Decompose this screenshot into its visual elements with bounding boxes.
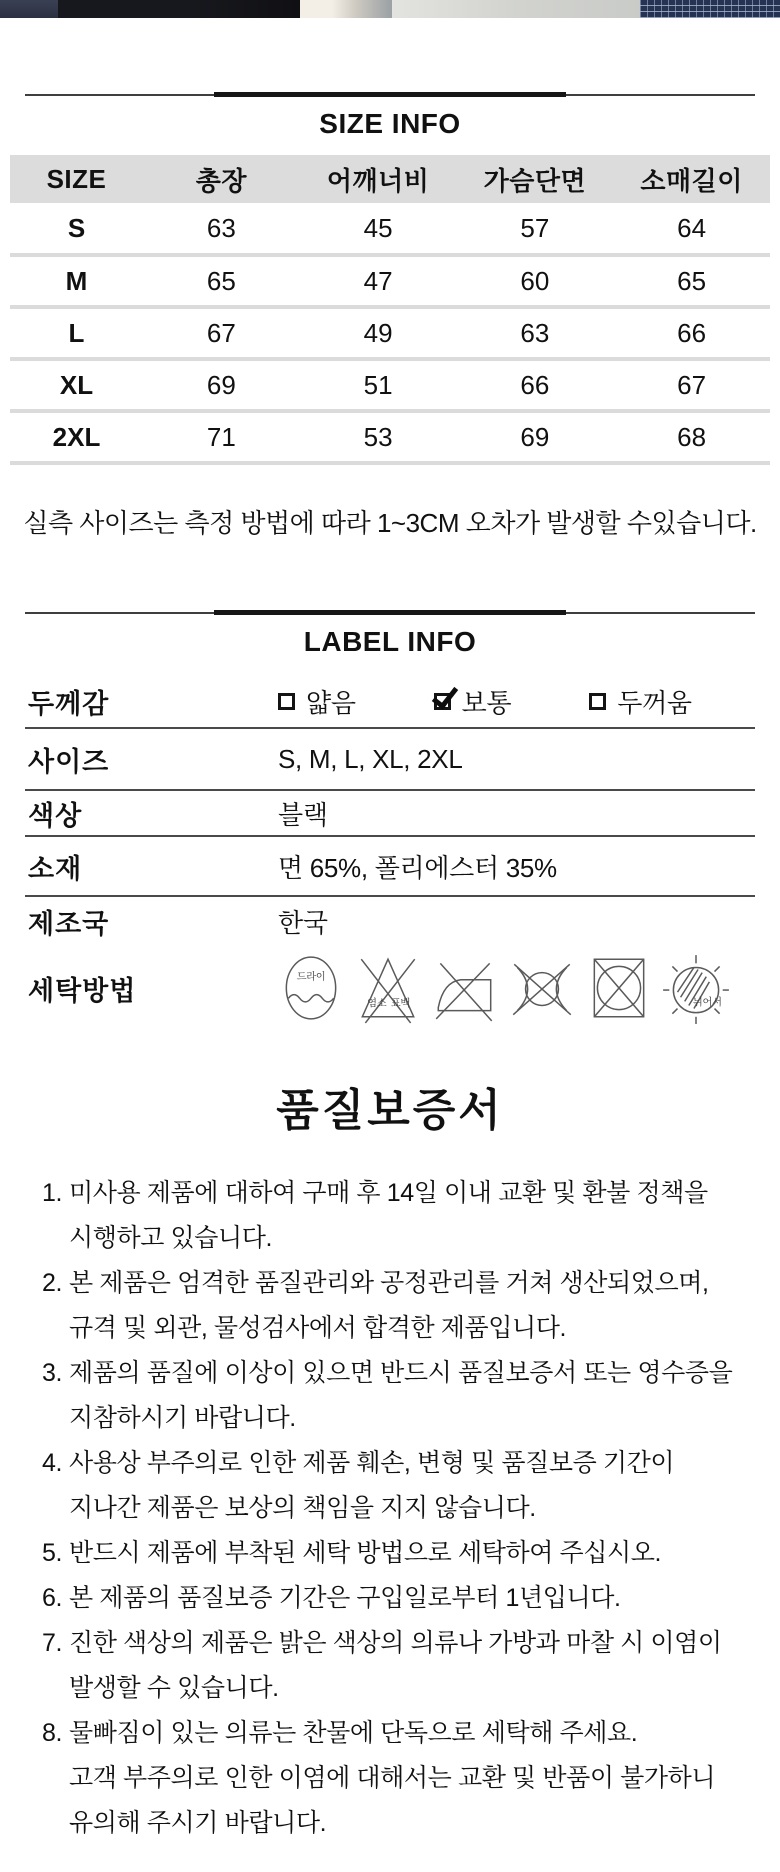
warranty-item-number: 1. — [41, 1179, 62, 1207]
warranty-item — [26, 1441, 770, 1531]
thickness-options — [278, 683, 692, 720]
measurement-cell: 69 — [143, 359, 300, 411]
warranty-item-text: 제품의 품질에 이상이 있으면 반드시 품질보증서 또는 영수증을 지참하시기 바랍니다. — [69, 1359, 733, 1432]
measurement-cell: 53 — [300, 411, 457, 463]
measurement-cell: 60 — [457, 255, 614, 307]
no-wring-icon — [509, 951, 575, 1025]
size-table-header-row — [10, 155, 770, 203]
label-row — [25, 791, 755, 837]
measurement-cell: 65 — [613, 255, 770, 307]
no-tumble-dry-icon — [586, 951, 652, 1025]
label-info-section — [0, 610, 780, 1031]
photo-grid-tiles — [640, 0, 780, 18]
size-col-header: 소매길이 — [613, 155, 770, 203]
label-table — [25, 675, 755, 1031]
size-col-header: 어깨너비 — [300, 155, 457, 203]
size-table-row — [10, 307, 770, 359]
laundry-care-icons — [278, 951, 729, 1025]
warranty-item-number: 2. — [41, 1269, 62, 1297]
checkbox-checked-icon — [434, 693, 451, 710]
label-row — [25, 837, 755, 897]
measurement-cell: 51 — [300, 359, 457, 411]
warranty-item-number: 4. — [41, 1449, 62, 1477]
warranty-item-number: 8. — [41, 1719, 62, 1747]
measurement-cell: 57 — [457, 203, 614, 255]
warranty-item — [26, 1171, 770, 1261]
label-value: 블랙 — [278, 799, 328, 830]
measurement-cell: 68 — [613, 411, 770, 463]
warranty-item-number: 3. — [41, 1359, 62, 1387]
size-table-row — [10, 255, 770, 307]
label-value: 면 65%, 폴리에스터 35% — [278, 852, 557, 883]
svg-text:표백: 표백 — [390, 998, 410, 1010]
size-col-header: SIZE — [10, 155, 143, 203]
svg-text:염소: 염소 — [367, 998, 387, 1010]
label-name: 소재 — [28, 853, 83, 884]
label-name: 제조국 — [28, 908, 110, 939]
size-table-row — [10, 411, 770, 463]
checkbox-icon — [589, 693, 606, 710]
thickness-label: 두께감 — [28, 688, 110, 719]
measurement-cell: 67 — [613, 359, 770, 411]
warranty-section — [0, 1083, 780, 1846]
warranty-item — [26, 1576, 770, 1621]
label-value: 한국 — [278, 907, 328, 938]
measurement-cell: 47 — [300, 255, 457, 307]
size-cell: M — [10, 255, 143, 307]
measurement-cell: 63 — [457, 307, 614, 359]
label-row — [25, 729, 755, 791]
measurement-cell: 67 — [143, 307, 300, 359]
thickness-option — [589, 683, 691, 720]
section-divider-line — [25, 610, 755, 615]
warranty-list — [26, 1171, 770, 1846]
photo-left-wall — [0, 0, 58, 18]
measurement-cell: 63 — [143, 203, 300, 255]
warranty-item-number: 5. — [41, 1539, 62, 1567]
measurement-cell: 66 — [613, 307, 770, 359]
measurement-cell: 71 — [143, 411, 300, 463]
warranty-item-text: 본 제품은 엄격한 품질관리와 공정관리를 거쳐 생산되었으며, 규격 및 외관, 물성검사에서 합격한 제품입니다. — [69, 1269, 709, 1342]
size-info-title: SIZE INFO — [319, 108, 461, 139]
size-cell: 2XL — [10, 411, 143, 463]
thickness-option-label: 보통 — [461, 687, 512, 718]
label-name: 색상 — [28, 800, 83, 831]
size-table-row — [10, 203, 770, 255]
no-bleach-icon — [355, 951, 421, 1025]
svg-text:드라이: 드라이 — [296, 971, 326, 983]
shade-flat-dry-icon — [663, 951, 729, 1025]
warranty-item-number: 6. — [41, 1584, 62, 1612]
warranty-item-text: 반드시 제품에 부착된 세탁 방법으로 세탁하여 주십시오. — [69, 1539, 662, 1567]
size-col-header: 총장 — [143, 155, 300, 203]
label-row-thickness — [25, 675, 755, 729]
label-name: 사이즈 — [28, 746, 110, 777]
product-photo-crop — [0, 0, 780, 18]
measurement-cell: 64 — [613, 203, 770, 255]
size-col-header: 가슴단면 — [457, 155, 614, 203]
warranty-item — [26, 1261, 770, 1351]
svg-text:뉘어서: 뉘어서 — [692, 997, 722, 1009]
size-tolerance-note: 실측 사이즈는 측정 방법에 따라 1~3CM 오차가 발생할 수있습니다. — [23, 508, 757, 538]
thickness-option — [278, 683, 356, 720]
label-row — [25, 897, 755, 945]
warranty-item-text: 사용상 부주의로 인한 제품 훼손, 변형 및 품질보증 기간이 지나간 제품은 보상의 책임을 지지 않습니다. — [69, 1449, 675, 1522]
size-cell: XL — [10, 359, 143, 411]
warranty-title: 품질보증서 — [276, 1086, 504, 1135]
measurement-cell: 65 — [143, 255, 300, 307]
warranty-item-text: 미사용 제품에 대하여 구매 후 14일 이내 교환 및 환불 정책을 시행하고 있습니다. — [69, 1179, 708, 1252]
warranty-item-text: 물빠짐이 있는 의류는 찬물에 단독으로 세탁해 주세요. 고객 부주의로 인한 이염에 대해서는 교환 및 반품이 불가하니 유의해 주시기 바랍니다. — [69, 1719, 716, 1837]
no-iron-icon — [432, 951, 498, 1025]
photo-mannequin-edge — [300, 0, 392, 18]
size-cell: L — [10, 307, 143, 359]
warranty-item-number: 7. — [41, 1629, 62, 1657]
checkbox-icon — [278, 693, 295, 710]
warranty-item — [26, 1531, 770, 1576]
measurement-cell: 49 — [300, 307, 457, 359]
size-table — [10, 155, 770, 465]
warranty-item — [26, 1711, 770, 1846]
wash-label: 세탁방법 — [28, 975, 137, 1006]
measurement-cell: 69 — [457, 411, 614, 463]
warranty-item-text: 본 제품의 품질보증 기간은 구입일로부터 1년입니다. — [69, 1584, 621, 1612]
size-table-row — [10, 359, 770, 411]
label-row-wash — [25, 945, 755, 1031]
size-info-section — [0, 92, 780, 540]
warranty-item — [26, 1621, 770, 1711]
warranty-item — [26, 1351, 770, 1441]
measurement-cell: 66 — [457, 359, 614, 411]
thickness-option-label: 얇음 — [306, 687, 356, 718]
thickness-option — [434, 683, 512, 720]
section-divider-line — [25, 92, 755, 97]
warranty-item-text: 진한 색상의 제품은 밝은 색상의 의류나 가방과 마찰 시 이염이 발생할 수 있습니다. — [69, 1629, 722, 1702]
thickness-option-label: 두꺼움 — [617, 687, 692, 718]
measurement-cell: 45 — [300, 203, 457, 255]
dry-clean-icon — [278, 951, 344, 1025]
photo-light-texture — [392, 0, 640, 18]
label-value: S, M, L, XL, 2XL — [278, 743, 463, 774]
label-info-title: LABEL INFO — [303, 626, 477, 657]
size-cell: S — [10, 203, 143, 255]
photo-dark-garment — [58, 0, 300, 18]
